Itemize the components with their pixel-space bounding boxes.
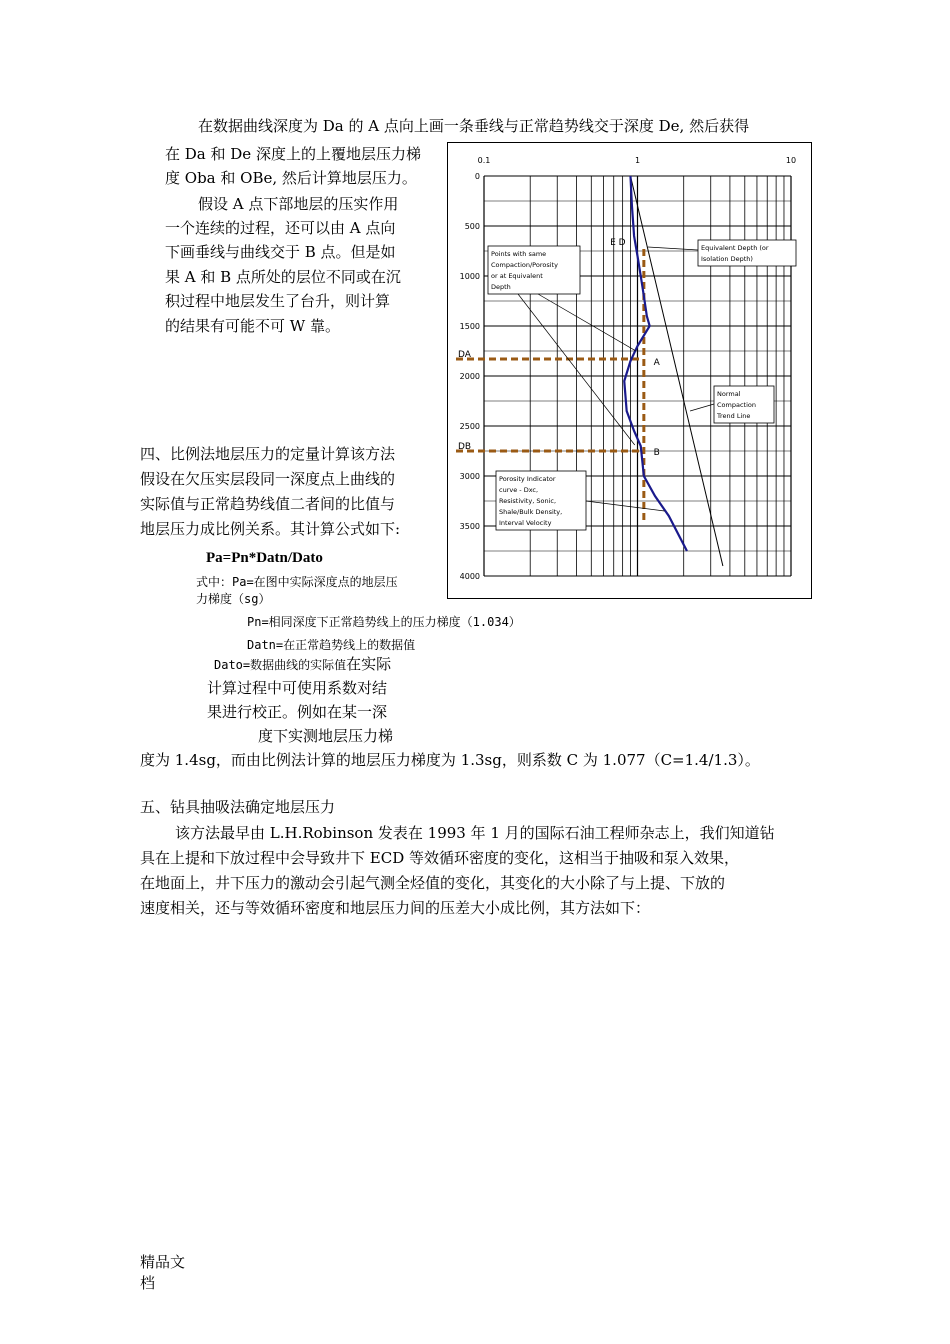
definition-pa-b: 力梯度（sg）: [196, 592, 271, 606]
para2-line5: 积过程中地层发生了台升，则计算: [165, 292, 391, 310]
definition-dato-tail: 在实际: [346, 655, 392, 673]
callout-same-compaction-text: Points with same: [491, 250, 547, 258]
callout-trend-line-text: Compaction: [717, 401, 756, 409]
para2-line4: 果 A 和 B 点所处的层位不同或在沉: [165, 268, 401, 286]
definition-datn: Datn=在正常趋势线上的数据值: [247, 638, 416, 652]
x-tick-label: 1: [634, 156, 641, 165]
section4-line5: 计算过程中可使用系数对结: [207, 679, 388, 697]
callout-porosity-indicator-text: Resistivity, Sonic,: [499, 497, 557, 505]
y-tick-label: 2500: [459, 422, 480, 431]
footer-line2: 档: [140, 1274, 156, 1292]
b-point-label: B: [653, 448, 660, 458]
definition-dato: [214, 654, 391, 675]
db-label: DB: [458, 442, 472, 452]
chart-svg: [448, 143, 811, 598]
para1-line1: 在数据曲线深度为 Da 的 A 点向上画一条垂线与正常趋势线交于深度 De, 然后获得: [198, 117, 750, 135]
callout-porosity-indicator-text: Porosity Indicator: [499, 475, 556, 483]
section5-line2: 具在上提和下放过程中会导致井下 ECD 等效循环密度的变化，这相当于抽吸和泵入效果，: [140, 849, 739, 867]
section5-line1: 该方法最早由 L.H.Robinson 发表在 1993 年 1 月的国际石油工程师杂志上，我们知道钻: [175, 824, 775, 842]
y-tick-label: 3000: [459, 472, 480, 481]
section4-line1: 四、比例法地层压力的定量计算该方法: [140, 445, 396, 463]
y-tick-label: 4000: [459, 572, 480, 581]
para1-line3: 度 Oba 和 OBe, 然后计算地层压力。: [165, 169, 417, 187]
callout-trend-line-text: Normal: [717, 390, 741, 398]
leader-line: [538, 294, 636, 351]
ed-label: E D: [610, 238, 626, 248]
compaction-chart: [447, 142, 812, 599]
section4-line3: 实际值与正常趋势线值二者间的比值与: [140, 495, 396, 513]
section4-line7: 度下实测地层压力梯: [258, 727, 394, 745]
para2-line6: 的结果有可能不可 W 靠。: [165, 317, 340, 335]
x-tick-label: 10: [785, 156, 797, 165]
callout-same-compaction-text: or at Equivalent: [491, 272, 543, 280]
callout-porosity-indicator-text: Shale/Bulk Density,: [499, 508, 563, 516]
para2-line1: 假设 A 点下部地层的压实作用: [198, 195, 399, 213]
formula: Pa=Pn*Datn/Dato: [206, 550, 323, 566]
definition-pn: Pn=相同深度下正常趋势线上的压力梯度（1.034）: [247, 615, 521, 629]
para1-line2: 在 Da 和 De 深度上的上覆地层压力梯: [165, 145, 421, 163]
section4-line8: 度为 1.4sg，而由比例法计算的地层压力梯度为 1.3sg，则系数 C 为 1.077（C=1.4/1.3）。: [140, 751, 760, 769]
section4-line4: 地层压力成比例关系。其计算公式如下:: [140, 520, 401, 538]
callout-porosity-indicator-text: curve - Dxc,: [499, 486, 539, 494]
para2-line2: 一个连续的过程，还可以由 A 点向: [165, 219, 396, 237]
da-label: DA: [458, 350, 471, 360]
definition-pa-a: 式中：Pa=在图中实际深度点的地层压: [196, 575, 398, 589]
section4-line6: 果进行校正。例如在某一深: [207, 703, 388, 721]
definition-dato-text: Dato=数据曲线的实际值: [214, 658, 347, 672]
a-point-label: A: [653, 358, 660, 368]
section4-line2: 假设在欠压实层段同一深度点上曲线的: [140, 470, 396, 488]
callout-same-compaction-text: Compaction/Porosity: [491, 261, 558, 269]
y-tick-label: 3500: [459, 522, 480, 531]
callout-porosity-indicator-text: Interval Velocity: [499, 519, 552, 527]
callout-equivalent-depth-text: Equivalent Depth (or: [701, 244, 769, 252]
callout-same-compaction-text: Depth: [491, 283, 511, 291]
y-tick-label: 0: [474, 172, 480, 181]
leader-line: [586, 501, 665, 511]
y-tick-label: 1500: [459, 322, 480, 331]
section5-heading: 五、钻具抽吸法确定地层压力: [140, 798, 336, 816]
callout-equivalent-depth-text: Isolation Depth): [701, 255, 753, 263]
x-tick-label: 0.1: [477, 156, 491, 165]
section5-line3: 在地面上，井下压力的激动会引起气测全烃值的变化，其变化的大小除了与上提、下放的: [140, 874, 726, 892]
y-tick-label: 500: [464, 222, 480, 231]
footer-line1: 精品文: [140, 1253, 186, 1271]
leader-line: [648, 247, 698, 250]
section5-line4: 速度相关，还与等效循环密度和地层压力间的压差大小成比例，其方法如下：: [140, 899, 651, 917]
para2-line3: 下画垂线与曲线交于 B 点。但是如: [165, 243, 396, 261]
y-tick-label: 1000: [459, 272, 480, 281]
y-tick-label: 2000: [459, 372, 480, 381]
callout-trend-line-text: Trend Line: [717, 412, 751, 420]
